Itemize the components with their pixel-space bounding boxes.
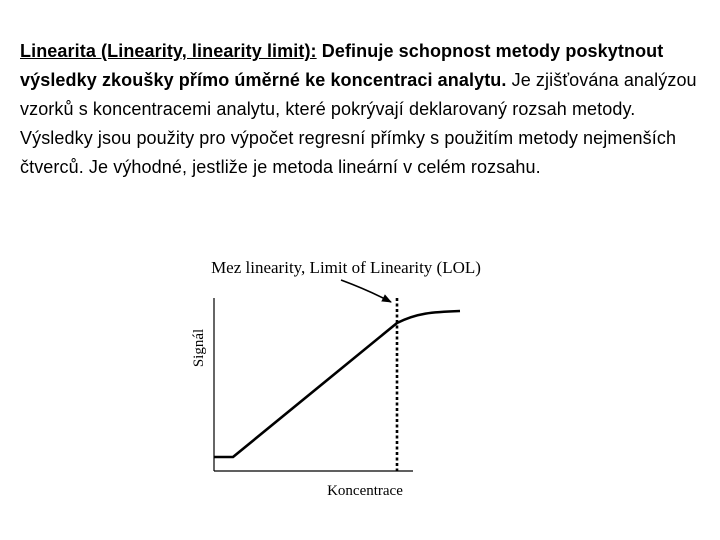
lol-arrow [341, 280, 391, 302]
definition-rest-text: Je zjišťována analýzou vzorků s koncentracemi analytu, které pokrývají deklarovaný rozsah metody. Výsledky jsou použity pro výpočet regresní přímky s použitím metody nejmenších čtverců. Je výhodné, jestliže je metoda lineární v celém rozsahu. [20, 70, 697, 177]
lol-annotation-label: Mez linearity, Limit of Linearity (LOL) [211, 258, 481, 277]
definition-bold-text: Definuje schopnost metody poskytnout výsledky zkoušky přímo úměrné ke koncentraci analytu. [20, 41, 664, 90]
x-axis-label: Koncentrace [327, 483, 403, 499]
signal-curve [214, 311, 460, 457]
y-axis-label: Signál [191, 328, 207, 368]
definition-term: Linearita (Linearity, linearity limit): [20, 41, 317, 61]
